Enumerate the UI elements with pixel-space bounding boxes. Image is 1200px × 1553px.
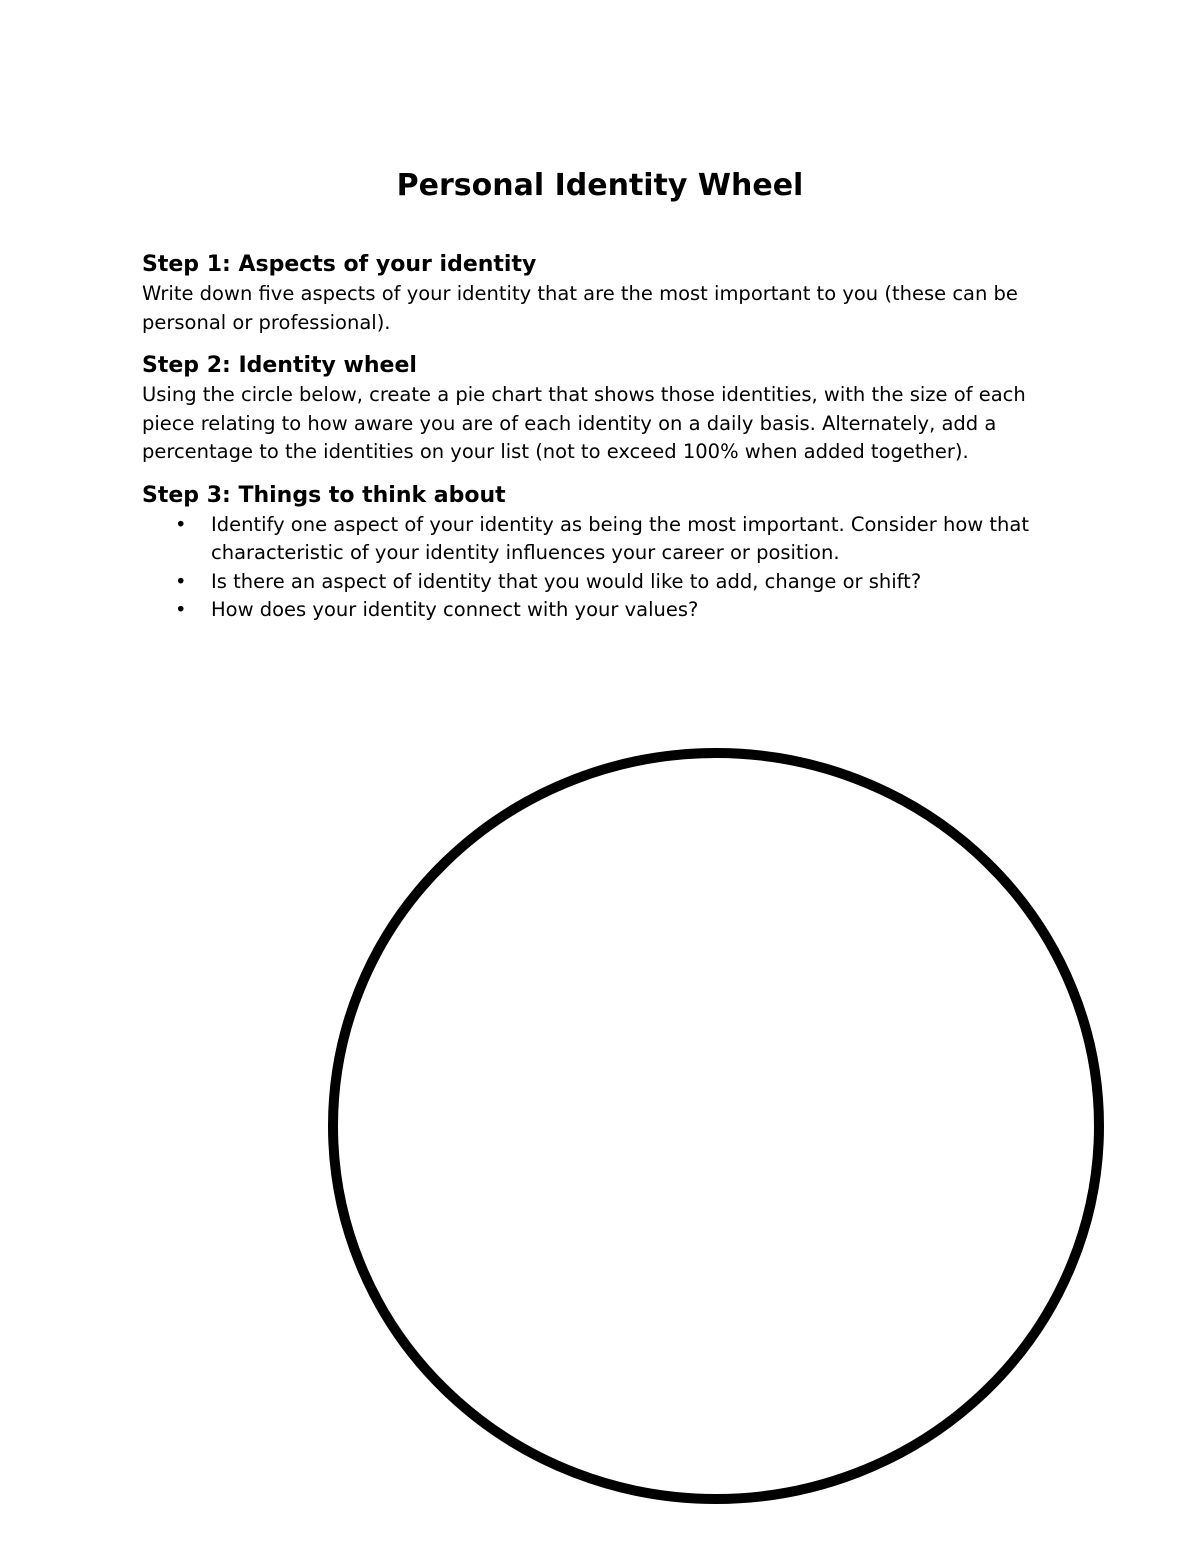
bullet-icon: •: [175, 512, 187, 536]
bullet-text: Identify one aspect of your identity as being the most important. Consider how that characteristic of your identity influences your career or position.: [211, 512, 1029, 564]
step-1-heading: Step 1: Aspects of your identity: [142, 252, 537, 277]
bullet-text: How does your identity connect with your values?: [211, 598, 699, 621]
step-2-text: Using the circle below, create a pie chart that shows those identities, with the size of each piece relating to how aware you are of each identity on a daily basis. Alternately, add a percentage to the identities on your list (not to exceed 100% when added together).: [142, 383, 1026, 463]
bullet-icon: •: [175, 598, 187, 621]
bullet-text: Is there an aspect of identity that you would like to add, change or shift?: [211, 569, 922, 593]
wheel-outline: [333, 753, 1099, 1499]
page-title: Personal Identity Wheel: [396, 168, 804, 203]
step-2-heading: Step 2: Identity wheel: [142, 353, 417, 378]
step-3-heading: Step 3: Things to think about: [142, 482, 506, 508]
bullet-icon: •: [175, 569, 187, 593]
step-1-text: Write down five aspects of your identity that are the most important to you (these can be personal or professional).: [142, 282, 1018, 334]
